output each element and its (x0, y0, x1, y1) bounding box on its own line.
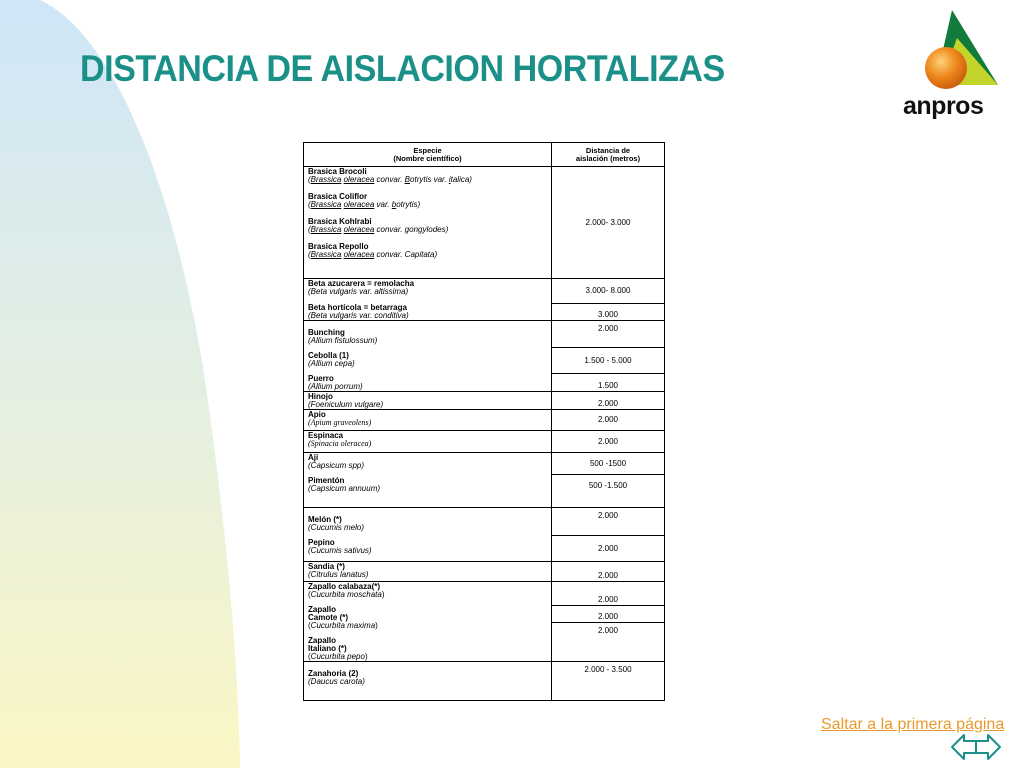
distance-cell: 2.000 (552, 605, 665, 622)
distance-cell: 2.000 (552, 623, 665, 662)
double-arrow-icon[interactable] (950, 732, 1002, 762)
species-cell: Beta azucarera = remolacha (Beta vulgaris var. altissima) Beta hortícola = betarraga (Beta vulgaris var. conditiva) (304, 279, 552, 321)
table-row-capsicum-aji (304, 453, 665, 475)
species-cell: Bunching (Allium fistulossum) Cebolla (1) (Allium cepa) Puerro (Allium porrum) (304, 321, 552, 392)
header-species: Especie (Nombre científico) (304, 143, 552, 167)
distance-cell: 2.000 (552, 410, 665, 431)
scientific-name: (Cucurbita pepo) (308, 652, 368, 661)
species-cell: Zanahoria (2) (Daucus carota) (304, 662, 552, 701)
species-cell: Brasica Brocoli (Brassica oleracea convar. Botrytis var. italica) Brasica Coliflor (Brassica oleracea var. botrytis) Brasica Kohlrabi (Brassica oleracea convar. gongylodes) Brasica Repollo (Brassica oleracea convar. Capitata) (304, 167, 552, 279)
table-row-cucurbita-calabaza (304, 582, 665, 606)
anpros-logo-text: anpros (903, 92, 984, 120)
scientific-name: (Cucurbita moschata) (308, 590, 385, 599)
scientific-name: (Brassica oleracea convar. Capitata) (308, 250, 438, 259)
isolation-distance-table (303, 142, 665, 701)
distance-cell: 2.000 - 3.500 (552, 662, 665, 701)
distance-cell: 2.000 (552, 562, 665, 582)
distance-cell: 3.000 (552, 303, 665, 320)
species-cell: Ají (Capsicum spp) Pimentón (Capsicum annuum) (304, 453, 552, 508)
species-cell: Sandia (*) (Citrulus lanatus) (304, 562, 552, 582)
distance-cell: 1.500 - 5.000 (552, 348, 665, 374)
scientific-name: (Brassica oleracea var. botrytis) (308, 200, 421, 209)
distance-cell: 2.000- 3.000 (552, 167, 665, 279)
table-row-sandia (304, 562, 665, 582)
species-cell: Hinojo (Foeniculum vulgare) (304, 392, 552, 410)
distance-cell: 3.000- 8.000 (552, 279, 665, 304)
distance-cell: 1.500 (552, 374, 665, 392)
table-row-beta-azucarera (304, 279, 665, 304)
species-cell: Melón (*) (Cucumis melo) Pepino (Cucumis sativus) (304, 508, 552, 562)
header-distance: Distancia de aislación (metros) (552, 143, 665, 167)
distance-cell: 2.000 (552, 582, 665, 606)
scientific-name: (Brassica oleracea convar. Botrytis var. italica) (308, 175, 472, 184)
distance-cell: 500 -1500 (552, 453, 665, 475)
table-row-espinaca (304, 431, 665, 453)
table-row-apio (304, 410, 665, 431)
distance-cell: 2.000 (552, 321, 665, 348)
table-row-brasica (304, 167, 665, 279)
species-cell: Espinaca (Spinacia oleracea) (304, 431, 552, 453)
distance-cell: 2.000 (552, 508, 665, 536)
table-row-hinojo (304, 392, 665, 410)
distance-cell: 2.000 (552, 431, 665, 453)
table-row-zanahoria (304, 662, 665, 701)
species-cell: Apio (Apium graveolens) (304, 410, 552, 431)
table-row-cucumis-melon (304, 508, 665, 536)
table-row-allium-bunching (304, 321, 665, 348)
scientific-name: (Cucurbita maxima) (308, 621, 378, 630)
scientific-name: (Brassica oleracea convar. gongylodes) (308, 225, 449, 234)
distance-cell: 500 -1.500 (552, 475, 665, 508)
species-cell: Zapallo calabaza(*) (Cucurbita moschata) Zapallo Camote (*) (Cucurbita maxima) Zapallo Italiano (*) (Cucurbita pepo) (304, 582, 552, 662)
page-title: DISTANCIA DE AISLACION HORTALIZAS (80, 48, 725, 89)
first-page-link[interactable]: Saltar a la primera página (821, 716, 1005, 733)
distance-cell: 2.000 (552, 536, 665, 562)
table-header-row (304, 143, 665, 167)
distance-cell: 2.000 (552, 392, 665, 410)
